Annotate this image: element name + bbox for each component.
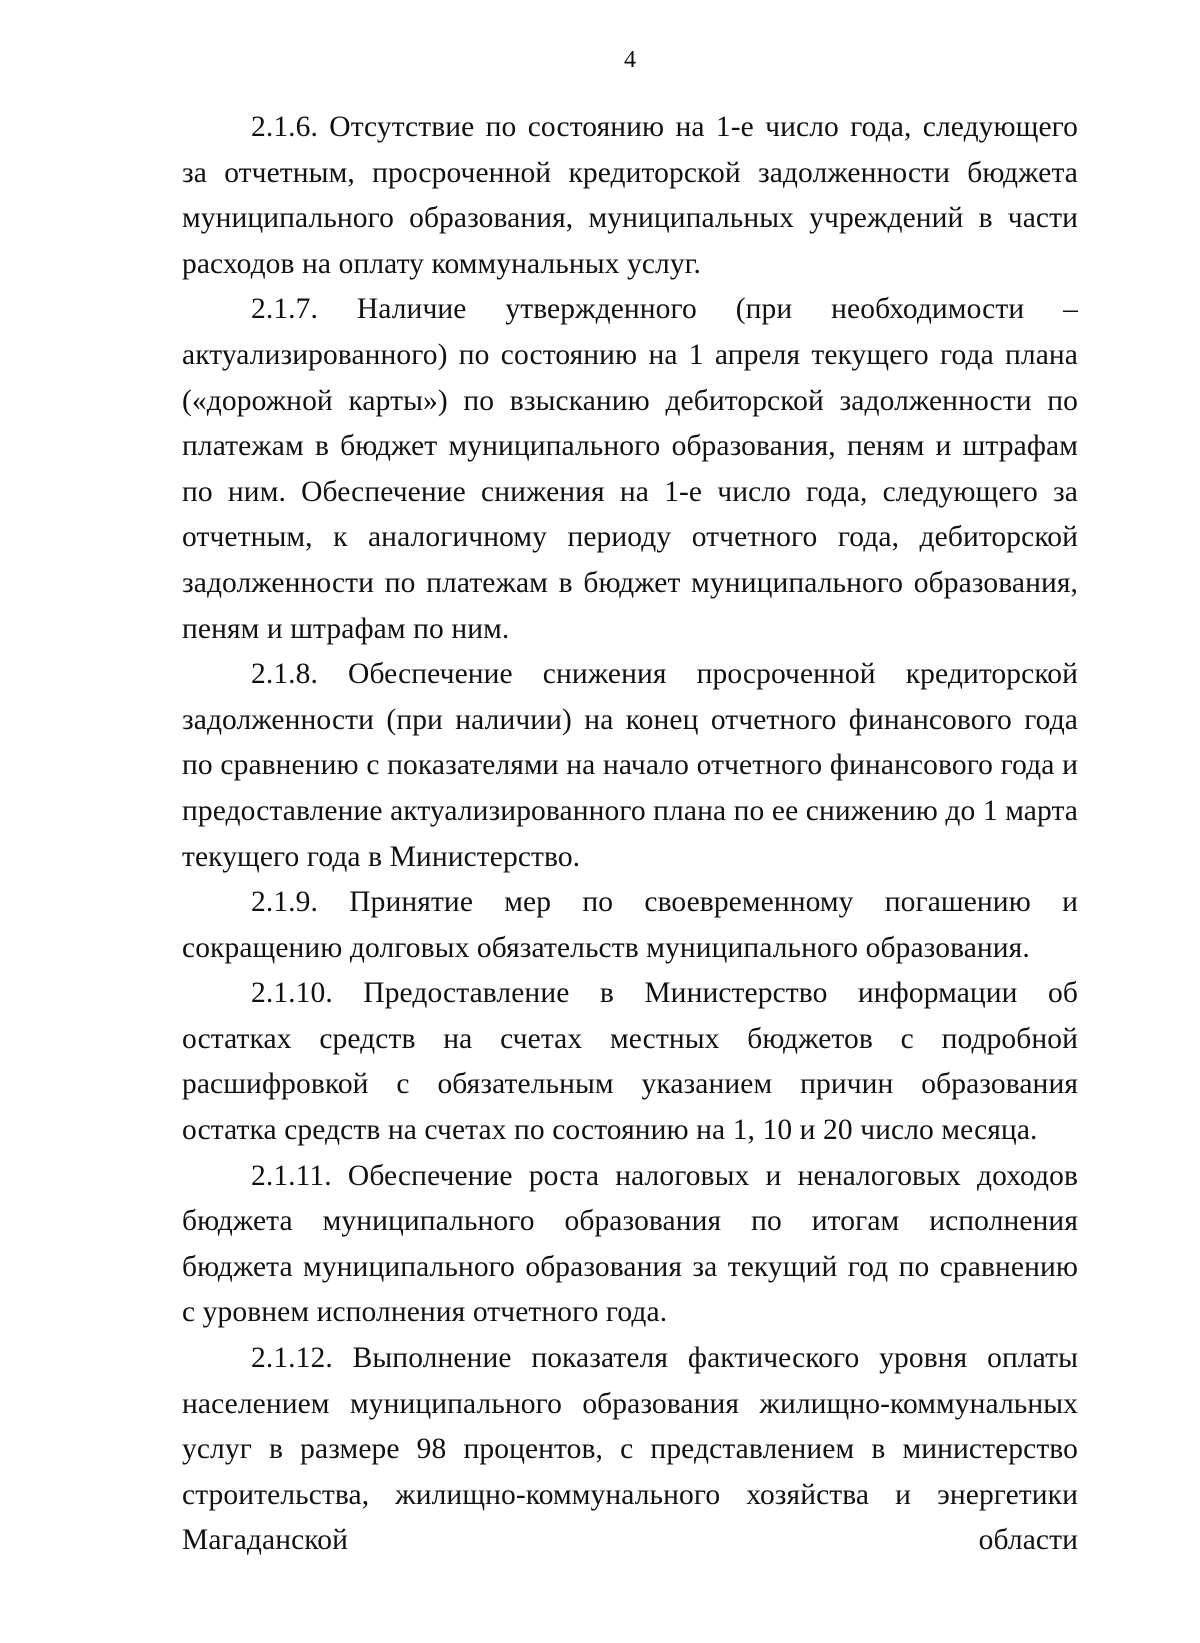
document-body	[182, 105, 1078, 1564]
paragraph-2-1-7: 2.1.7. Наличие утвержденного (при необходимости – актуализированного) по состоянию на 1 апреля текущего года плана («дорожной карты») по взысканию дебиторской задолженности по платежам в бюджет муниципального образования, пеням и штрафам по ним. Обеспечение снижения на 1-е число года, следующего за отчетным, к аналогичному периоду отчетного года, дебиторской задолженности по платежам в бюджет муниципального образования, пеням и штрафам по ним.	[182, 293, 1078, 645]
paragraph-2-1-12: 2.1.12. Выполнение показателя фактического уровня оплаты населением муниципального образования жилищно-коммунальных услуг в размере 98 процентов, с представлением в министерство строительства, жилищно-коммунального хозяйства и энергетики Магаданской области	[182, 1342, 1078, 1557]
page-number: 4	[624, 47, 636, 73]
paragraph-2-1-11: 2.1.11. Обеспечение роста налоговых и неналоговых доходов бюджета муниципального образования по итогам исполнения бюджета муниципального образования за текущий год по сравнению с уровнем исполнения отчетного года.	[182, 1159, 1078, 1329]
paragraph-2-1-9: 2.1.9. Принятие мер по своевременному погашению и сокращению долговых обязательств муниципального образования.	[182, 886, 1078, 964]
paragraph-2-1-10: 2.1.10. Предоставление в Министерство информации об остатках средств на счетах местных бюджетов с подробной расшифровкой с обязательным указанием причин образования остатка средств на счетах по состоянию на 1, 10 и 20 число месяца.	[182, 977, 1078, 1147]
paragraph-2-1-8: 2.1.8. Обеспечение снижения просроченной кредиторской задолженности (при наличии) на конец отчетного финансового года по сравнению с показателями на начало отчетного финансового года и предоставление актуализированного плана по ее снижению до 1 марта текущего года в Министерство.	[182, 658, 1078, 873]
paragraph-2-1-6: 2.1.6. Отсутствие по состоянию на 1-е число года, следующего за отчетным, просроченной кредиторской задолженности бюджета муниципального образования, муниципальных учреждений в части расходов на оплату коммунальных услуг.	[182, 111, 1078, 280]
